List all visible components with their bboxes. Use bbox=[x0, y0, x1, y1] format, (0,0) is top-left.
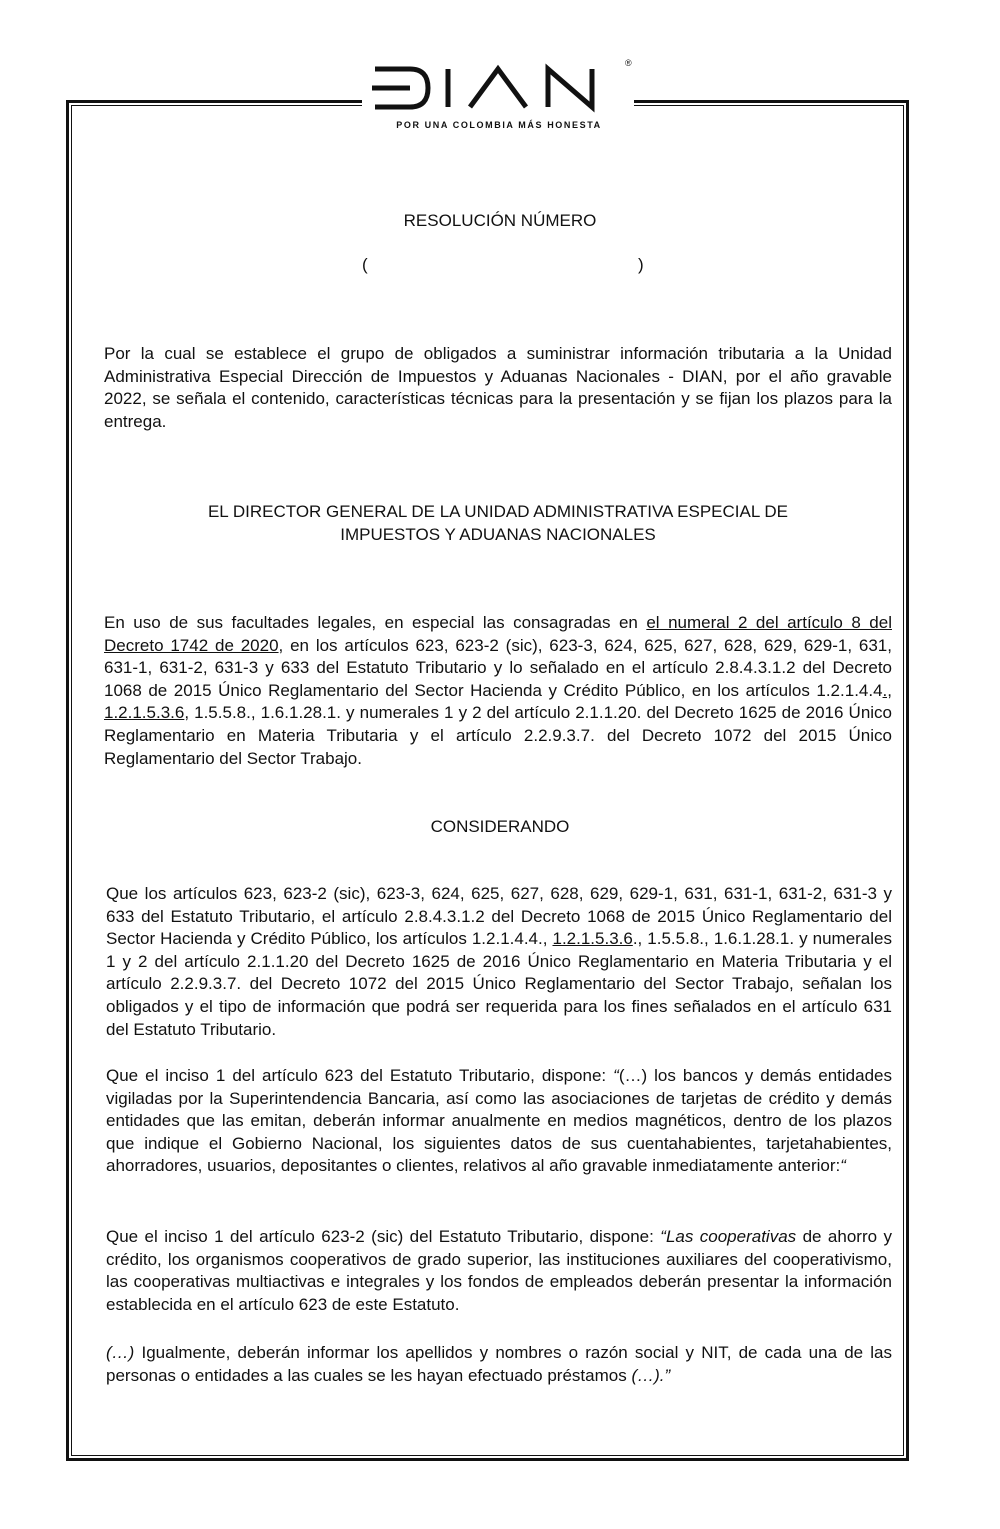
considering-paragraph-4 bbox=[106, 1342, 892, 1387]
p2-quote-close: “ bbox=[840, 1156, 846, 1176]
p4-body: Igualmente, deberán informar los apellidos y nombres o razón social y NIT, de cada una de las personas o entidades a las cuales se les hayan efectuado préstamos bbox=[106, 1343, 892, 1385]
p4-italic-2: (…).” bbox=[631, 1365, 671, 1385]
considering-paragraph-3 bbox=[106, 1226, 892, 1316]
considering-paragraph-1 bbox=[106, 883, 892, 1041]
p3-text-1: Que el inciso 1 del artículo 623-2 (sic) del Estatuto Tributario, dispone: bbox=[106, 1227, 661, 1246]
resolution-number-close-paren: ) bbox=[638, 255, 644, 274]
considering-paragraph-2 bbox=[106, 1065, 892, 1178]
p2-quote-body: (…) los bancos y demás entidades vigiladas por la Superintendencia Bancaria, así como las asociaciones de tarjetas de crédito y demás entidades que las emitan, deberán informar anualmente en medios magnéticos, dentro de los plazos que indique el Gobierno Nacional, los siguientes datos de sus cuentahabientes, tarjetahabientes, ahorradores, usuarios, depositantes o clientes, relativos al año gravable inmediatamente anterior: bbox=[106, 1066, 892, 1176]
p2-quote-open: “ bbox=[613, 1066, 619, 1085]
registered-mark: ® bbox=[625, 58, 632, 68]
legal-powers-paragraph bbox=[104, 612, 892, 770]
p1-text-1: Que los artículos 623, 623-2 (sic), 623-3, 624, 625, 627, 628, 629, 629-1, 631, 631-1, 631-2, 631-3 y 633 del Estatuto Tributario, el artículo 2.8.4.3.1.2 del Decreto 1068 de 2015 Único Reglamentario del Sector Hacienda y Crédito Público, los artículos 1.2.1.4.4., bbox=[106, 884, 892, 949]
logo-tagline: POR UNA COLOMBIA MÁS HONESTA bbox=[396, 120, 602, 130]
p2-text-1: Que el inciso 1 del artículo 623 del Estatuto Tributario, dispone: bbox=[106, 1066, 614, 1085]
resolution-title: RESOLUCIÓN NÚMERO bbox=[403, 211, 597, 230]
p1-underlined: 1.2.1.5.3.6 bbox=[552, 929, 633, 949]
powers-underlined-2: ., 1.2.1.5.3.6 bbox=[104, 680, 892, 723]
p4-italic-1: (…) bbox=[106, 1343, 135, 1362]
authority-line-2: IMPUESTOS Y ADUANAS NACIONALES bbox=[340, 524, 656, 544]
p3-italic: “Las cooperativas bbox=[660, 1227, 797, 1246]
powers-text-3: , 1.5.5.8., 1.6.1.28.1. y numerales 1 y 2 del artículo 2.1.1.20. del Decreto 1625 de 2016 Único Reglamentario en Materia Tributaria y el artículo 2.2.9.3.7. del Decreto 1072 del 2015 Único Reglamentario del Sector Trabajo. bbox=[104, 703, 892, 768]
resolution-summary: Por la cual se establece el grupo de obligados a suministrar información tributaria a la Unidad Administrativa Especial Dirección de Impuestos y Aduanas Nacionales - DIAN, por el año gravable 2022, se señala el contenido, características técnicas para la presentación y se fijan los plazos para la entrega. bbox=[104, 344, 892, 431]
powers-underlined-1: el numeral 2 del artículo 8 del Decreto 1742 de 2020 bbox=[104, 613, 892, 655]
powers-text-1: En uso de sus facultades legales, en especial las consagradas en bbox=[104, 613, 647, 632]
authority-heading bbox=[130, 501, 866, 546]
authority-line-1: EL DIRECTOR GENERAL DE LA UNIDAD ADMINISTRATIVA ESPECIAL DE bbox=[207, 502, 789, 521]
considering-heading: CONSIDERANDO bbox=[430, 817, 570, 836]
p1-text-2: ., 1.5.5.8., 1.6.1.28.1. y numerales 1 y 2 del artículo 2.1.1.20 del Decreto 1625 de 2016 Único Reglamentario en Materia Tributaria y el artículo 2.2.9.3.7. del Decreto 1072 del 2015 Único Reglamentario del Sector Trabajo, señalan los obligados y el tipo de información que podrá ser requerida para los fines señalados en el artículo 631 del Estatuto Tributario. bbox=[106, 929, 892, 1039]
powers-text-2: , en los artículos 623, 623-2 (sic), 623-3, 624, 625, 627, 628, 629, 629-1, 631, 631-1, 631-2, 631-3 y 633 del Estatuto Tributario y lo señalado en el artículo 2.8.4.3.1.2 del Decreto 1068 de 2015 Único Reglamentario del Sector Hacienda y Crédito Público, en los artículos 1.2.1.4.4 bbox=[104, 635, 892, 700]
p3-body: de ahorro y crédito, los organismos cooperativos de grado superior, las instituciones auxiliares del cooperativismo, las cooperativas multiactivas e integrales y los fondos de empleados deberán presentar la información establecida en el artículo 623 de este Estatuto. bbox=[106, 1227, 892, 1314]
resolution-number-open-paren: ( bbox=[362, 255, 368, 274]
